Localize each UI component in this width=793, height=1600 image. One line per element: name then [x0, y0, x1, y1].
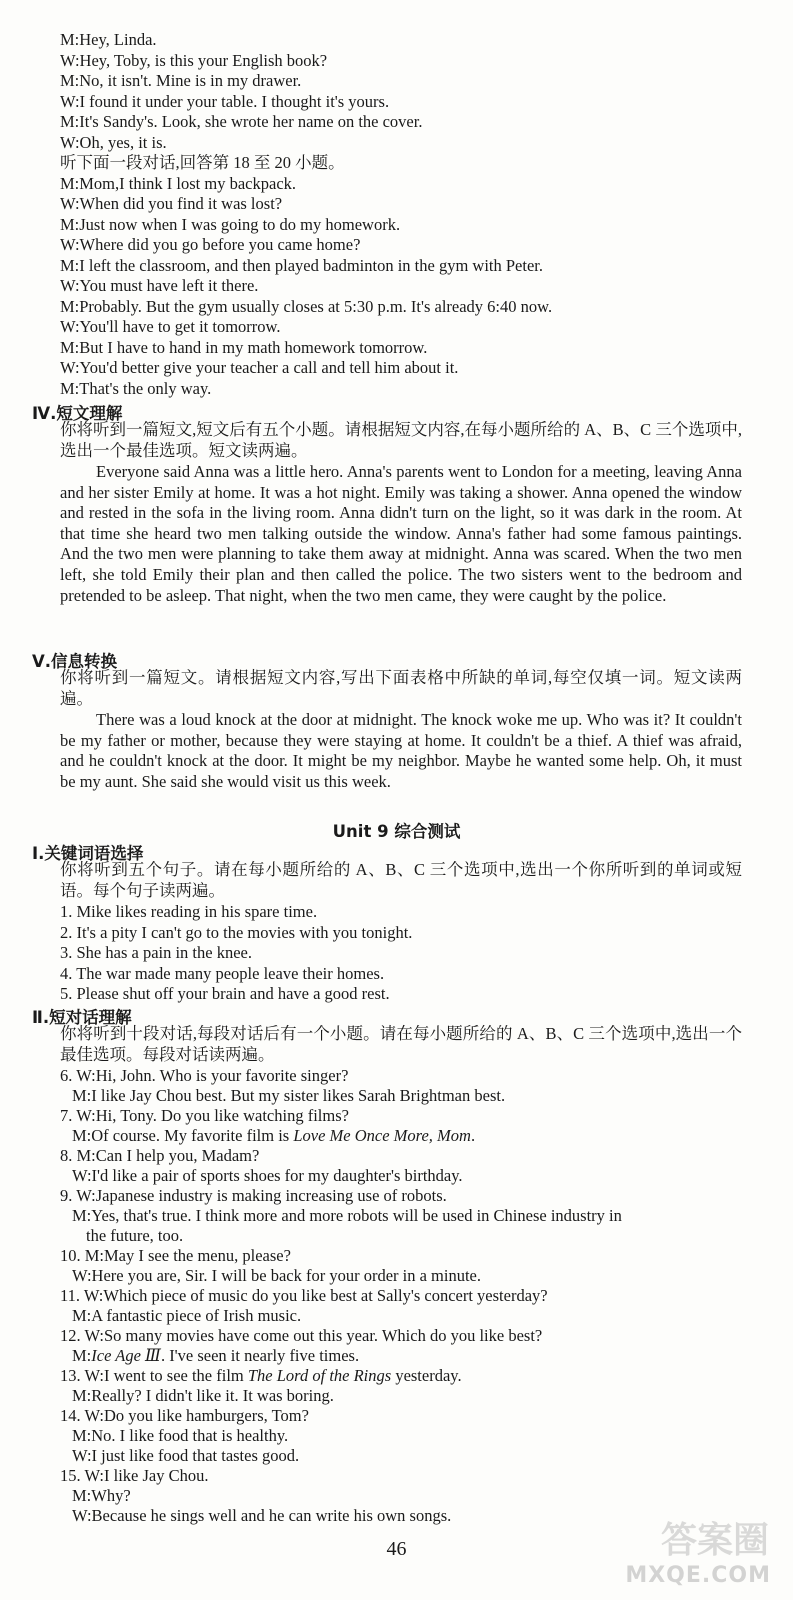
section-5-instruction: 你将听到一篇短文。请根据短文内容,写出下面表格中所缺的单词,每空仅填一词。短文读两遍。 [60, 668, 742, 708]
dialogue-line: W:Where did you go before you came home? [60, 235, 361, 254]
dialogue-14-line-3: W:I just like food that tastes good. [72, 1446, 300, 1465]
film-title: Ice Age Ⅲ [91, 1346, 161, 1365]
film-title: Love Me Once More, Mom [293, 1126, 471, 1145]
dialogue-line: W:You must have left it there. [60, 276, 259, 295]
section-I-heading: Ⅰ.关键词语选择 [32, 844, 144, 863]
dialogue-11-line-1: 11. W:Which piece of music do you like best at Sally's concert yesterday? [60, 1286, 548, 1305]
dialogue-6-line-2: M:I like Jay Chou best. But my sister likes Sarah Brightman best. [72, 1086, 506, 1105]
watermark-logo: 答案圈 [660, 1520, 769, 1561]
section-5-passage: There was a loud knock at the door at midnight. The knock woke me up. Who was it? It couldn't be my father or mother, because they were staying at home. It couldn't be a thief. A thief was afraid, and he couldn't knock at the door. It might be my neighbor. Maybe he wanted some help. Oh, it must be my aunt. She said she would visit us this week. [60, 710, 742, 791]
dialogue-8-line-1: 8. M:Can I help you, Madam? [60, 1146, 260, 1165]
dialogue-line: M:Hey, Linda. [60, 30, 157, 49]
section-4-passage: Everyone said Anna was a little hero. Anna's parents went to London for a meeting, leaving Anna and her sister Emily at home. It was a hot night. Emily was taking a shower. Anna opened the window and rested in the sofa in the living room. Anna didn't turn on the light, so it was dark in the room. At that time she heard two men talking outside the window. Anna's father had some famous paintings. And the two men were planning to take them away at midnight. Anna was scared. When the two men left, she told Emily their plan and then called the police. The two sisters went to the bedroom and pretended to be asleep. That night, when the two men came, they were caught by the police. [60, 462, 742, 605]
dialogue-line: 听下面一段对话,回答第 18 至 20 小题。 [60, 153, 345, 172]
sentence-item: 2. It's a pity I can't go to the movies with you tonight. [60, 922, 413, 942]
dialogue-8-line-2: W:I'd like a pair of sports shoes for my daughter's birthday. [72, 1166, 463, 1185]
section-II-instruction: 你将听到十段对话,每段对话后有一个小题。请在每小题所给的 A、B、C 三个选项中,选出一个最佳选项。每段对话读两遍。 [60, 1024, 742, 1064]
dialogue-12-line-1: 12. W:So many movies have come out this year. Which do you like best? [60, 1326, 543, 1345]
dialogue-11-line-2: M:A fantastic piece of Irish music. [72, 1306, 302, 1325]
sentence-item: 5. Please shut off your brain and have a good rest. [60, 984, 390, 1003]
section-I-instruction: 你将听到五个句子。请在每小题所给的 A、B、C 三个选项中,选出一个你所听到的单词或短语。每个句子读两遍。 [60, 860, 742, 900]
dialogue-7-line-2: M:Of course. My favorite film is Love Me Once More, Mom. [72, 1126, 476, 1145]
film-title: The Lord of the Rings [247, 1366, 392, 1385]
dialogue-10-line-2: W:Here you are, Sir. I will be back for your order in a minute. [72, 1266, 482, 1285]
page-number: 46 [386, 1538, 407, 1560]
dialogue-15-line-3: W:Because he sings well and he can write his own songs. [72, 1506, 452, 1525]
dialogue-line: M:Probably. But the gym usually closes at 5:30 p.m. It's already 6:40 now. [60, 296, 553, 316]
dialogue-6-line-1: 6. W:Hi, John. Who is your favorite singer? [60, 1066, 349, 1085]
dialogue-7-line-1: 7. W:Hi, Tony. Do you like watching films? [60, 1106, 349, 1125]
section-4-heading: Ⅳ.短文理解 [32, 404, 123, 423]
dialogue-13-line-1: 13. W:I went to see the film The Lord of the Rings yesterday. [60, 1366, 462, 1385]
dialogue-line: W:I found it under your table. I thought it's yours. [60, 91, 390, 111]
dialogue-line: M:But I have to hand in my math homework tomorrow. [60, 337, 428, 357]
dialogue-line: W:You'll have to get it tomorrow. [60, 317, 281, 336]
dialogue-15-line-2: M:Why? [72, 1486, 131, 1505]
dialogue-9-line-1: 9. W:Japanese industry is making increasing use of robots. [60, 1186, 447, 1205]
dialogue-12-line-2: M:Ice Age Ⅲ. I've seen it nearly five times. [72, 1346, 360, 1365]
dialogue-line: M:Mom,I think I lost my backpack. [60, 173, 297, 193]
unit-title: Unit 9 综合测试 [332, 822, 461, 841]
dialogue-line: W:You'd better give your teacher a call and tell him about it. [60, 358, 459, 377]
sentence-item: 4. The war made many people leave their homes. [60, 963, 385, 983]
dialogue-line: M:No, it isn't. Mine is in my drawer. [60, 71, 302, 90]
section-II-heading: Ⅱ.短对话理解 [32, 1008, 132, 1027]
dialogue-9-line-3: the future, too. [86, 1226, 184, 1245]
watermark [621, 1512, 771, 1592]
dialogue-10-line-1: 10. M:May I see the menu, please? [60, 1246, 291, 1265]
dialogue-line: M:Just now when I was going to do my homework. [60, 214, 401, 234]
dialogue-line: W:Oh, yes, it is. [60, 132, 167, 152]
sentence-item: 3. She has a pain in the knee. [60, 943, 252, 962]
dialogue-line: M:I left the classroom, and then played badminton in the gym with Peter. [60, 255, 543, 275]
dialogue-14-line-1: 14. W:Do you like hamburgers, Tom? [60, 1406, 309, 1425]
dialogue-line: W:When did you find it was lost? [60, 194, 283, 213]
sentence-item: 1. Mike likes reading in his spare time. [60, 902, 318, 921]
dialogue-line: M:That's the only way. [60, 378, 212, 398]
dialogue-14-line-2: M:No. I like food that is healthy. [72, 1426, 289, 1445]
section-4-instruction: 你将听到一篇短文,短文后有五个小题。请根据短文内容,在每小题所给的 A、B、C 三个选项中,选出一个最佳选项。短文读两遍。 [60, 420, 742, 460]
dialogue-line: M:It's Sandy's. Look, she wrote her name on the cover. [60, 112, 423, 131]
dialogue-line: W:Hey, Toby, is this your English book? [60, 50, 328, 70]
dialogue-13-line-2: M:Really? I didn't like it. It was boring. [72, 1386, 334, 1405]
dialogue-9-line-2: M:Yes, that's true. I think more and more robots will be used in Chinese industry in [72, 1206, 622, 1225]
dialogue-15-line-1: 15. W:I like Jay Chou. [60, 1466, 209, 1485]
watermark-site: MXQE.COM [625, 1563, 771, 1588]
section-5-heading: Ⅴ.信息转换 [32, 652, 118, 671]
